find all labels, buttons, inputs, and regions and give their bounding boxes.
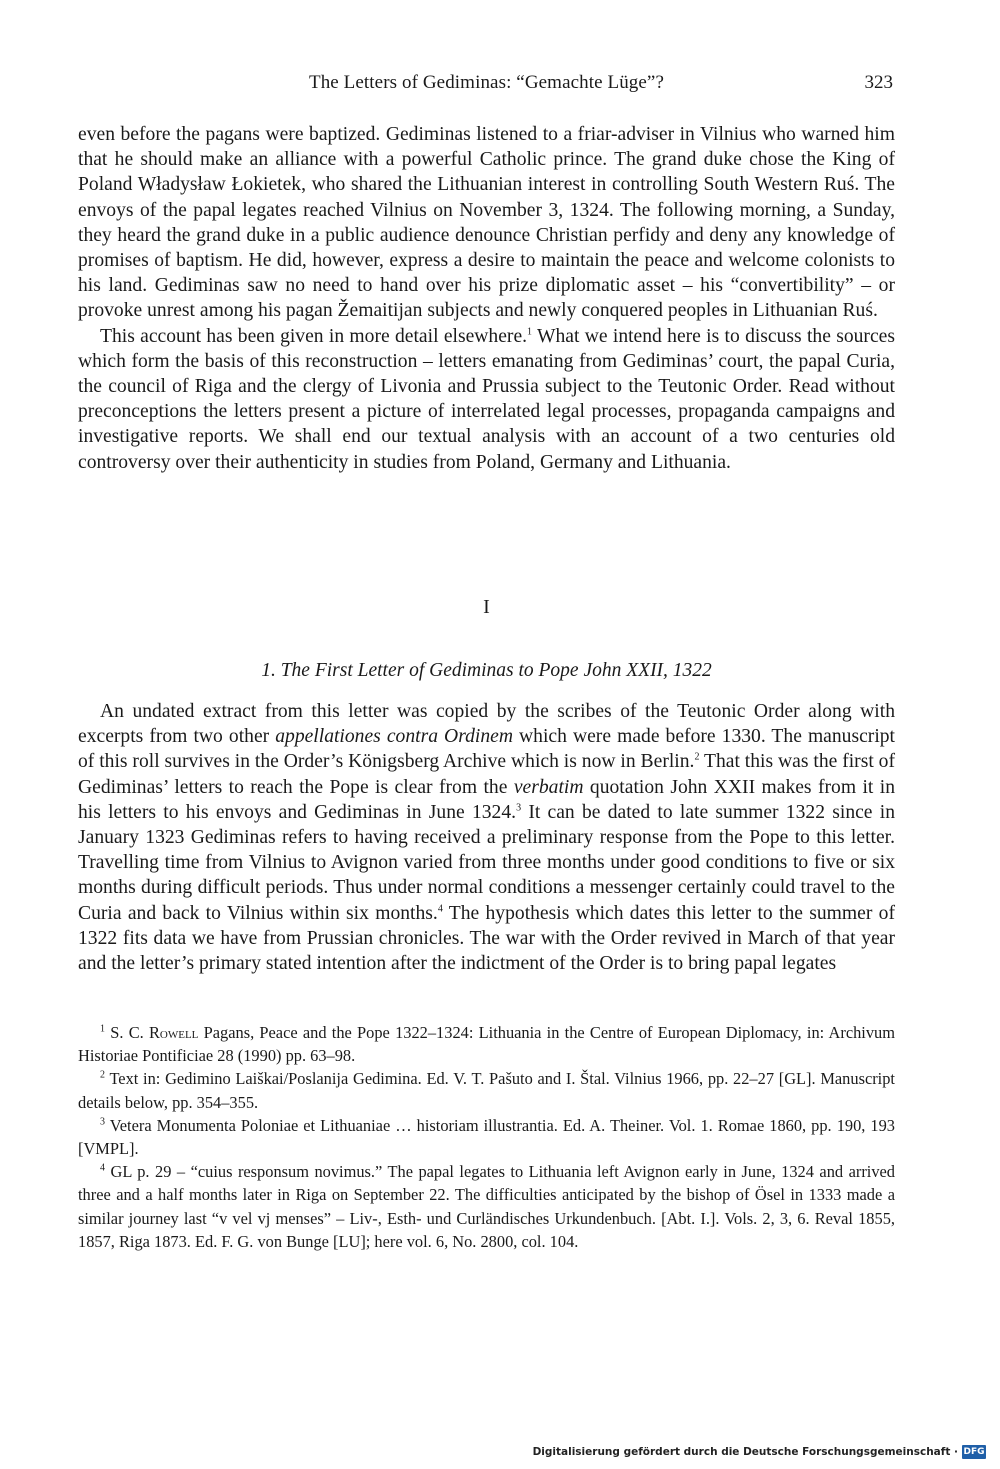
- body-text-top: [78, 122, 895, 475]
- paragraph-3-italic-1: appellationes contra Ordinem: [275, 726, 513, 748]
- footnote-3-number: 3: [100, 1116, 105, 1128]
- section-heading: 1. The First Letter of Gediminas to Pope John XXII, 1322: [261, 660, 712, 681]
- footnote-2: [78, 1067, 895, 1113]
- paragraph-3-part-d: quotation John XXII makes from it in his letters to his envoys and Gediminas in June 1324.: [78, 776, 895, 823]
- footnote-ref-4[interactable]: 4: [437, 903, 443, 915]
- running-title: The Letters of Gediminas: “Gemachte Lüge”?: [308, 72, 664, 93]
- paragraph-3-italic-2: verbatim: [513, 776, 584, 798]
- dfg-logo: DFG: [963, 1447, 985, 1457]
- footnote-1-number: 1: [100, 1023, 105, 1035]
- paragraph-2-part-b: What we intend here is to discuss the sources which form the basis of this reconstruction – letters emanating from Gediminas’ court, the papal Curia, the council of Riga and the clergy of Livonia and Prussia subject to the Teutonic Order. Read without preconceptions the letters present a picture of interrelated legal processes, propaganda campaigns and investigative reports. We shall end our textual analysis with an account of a two centuries old controversy over their authenticity in studies from Poland, Germany and Lithuania.: [78, 325, 895, 473]
- paragraph-3: [78, 699, 895, 976]
- body-text-section: [78, 699, 895, 976]
- footnote-2-number: 2: [100, 1069, 105, 1081]
- paragraph-2: [78, 324, 895, 475]
- footnote-1: [78, 1021, 895, 1067]
- paragraph-3-part-a: An undated extract from this letter was copied by the scribes of the Teutonic Order along with excerpts from two other: [78, 701, 895, 748]
- footnote-3-text: Vetera Monumenta Poloniae et Lithuaniae … historiam illustrantia. Ed. A. Theiner. Vol. 1. Romae 1860, pp. 190, 193 [VMPL].: [78, 1115, 895, 1159]
- running-head: [78, 72, 895, 100]
- footnote-ref-1[interactable]: 1: [527, 326, 533, 338]
- footnote-4-number: 4: [100, 1162, 105, 1174]
- footnotes: [78, 1021, 895, 1253]
- funding-note-text: Digitalisierung gefördert durch die Deutsche Forschungsgemeinschaft ·: [532, 1446, 958, 1458]
- page-number: 323: [864, 72, 893, 93]
- footnote-1-author: S. C. Rowell: [110, 1023, 199, 1042]
- paragraph-3-part-c: That this was the first of Gediminas’ letters to reach the Pope is clear from the: [78, 751, 895, 798]
- paragraph-3-part-f: The hypothesis which dates this letter to the summer of 1322 fits data we have from Prussian chronicles. The war with the Order revived in March of that year and the letter’s primary stated intention after the indictment of the Order is to bring papal legates: [78, 902, 895, 975]
- footnote-3: [78, 1114, 895, 1160]
- section-numeral: I: [483, 596, 490, 618]
- footnote-1-text: Pagans, Peace and the Pope 1322–1324: Lithuania in the Centre of European Diplomacy, in: Archivum Historiae Pontificiae 28 (1990) pp. 63–98.: [78, 1023, 895, 1066]
- footnote-ref-2[interactable]: 2: [694, 751, 700, 763]
- paragraph-3-part-e: It can be dated to late summer 1322 since in January 1323 Gediminas refers to having received a preliminary response from the Pope to this letter. Travelling time from Vilnius to Avignon varied from three months under good conditions to five or six months during difficult periods. Thus under normal conditions a messenger certainly could travel to the Curia and back to Vilnius within six months.: [78, 801, 895, 924]
- paragraph-2-part-a: This account has been given in more detail elsewhere.: [100, 325, 528, 347]
- paragraph-1: even before the pagans were baptized. Gediminas listened to a friar-adviser in Vilnius who warned him that he should make an alliance with a powerful Catholic prince. The grand duke chose the King of Poland Władysław Łokietek, who shared the Lithuanian interest in controlling South Western Ruś. The envoys of the papal legates reached Vilnius on November 3, 1324. The following morning, a Sunday, they heard the grand duke in a public audience denounce Christian perfidy and deny any knowledge of promises of baptism. He did, however, express a desire to maintain the peace and welcome colonists to his land. Gediminas saw no need to hand over his prize diplomatic asset – his “convertibility” – or provoke unrest among his pagan Žemaitijan subjects and newly conquered peoples in Lithuanian Ruś.: [78, 124, 895, 322]
- paragraph-3-part-b: which were made before 1330. The manuscript of this roll survives in the Order’s Königsberg Archive which is now in Berlin.: [78, 726, 896, 773]
- footnote-ref-3[interactable]: 3: [516, 802, 522, 814]
- funding-note: [533, 1445, 986, 1459]
- footnote-4: [78, 1160, 895, 1253]
- footnote-4-text: GL p. 29 – “cuius responsum novimus.” The papal legates to Lithuania left Avignon early in June, 1324 and arrived three and a half months later in Riga on September 22. The difficulties anticipated by the bishop of Ösel in 1333 made a similar journey last “v vel vj menses” – Liv-, Esth- und Curländisches Urkundenbuch. [Abt. I.]. Vols. 2, 3, 6. Reval 1855, 1857, Riga 1873. Ed. F. G. von Bunge [LU]; here vol. 6, No. 2800, col. 104.: [78, 1162, 895, 1251]
- footnote-2-text: Text in: Gedimino Laiškai/Poslanija Gedimina. Ed. V. T. Pašuto and I. Štal. Vilnius 1966, pp. 22–27 [GL]. Manuscript details below, pp. 354–355.: [78, 1069, 895, 1112]
